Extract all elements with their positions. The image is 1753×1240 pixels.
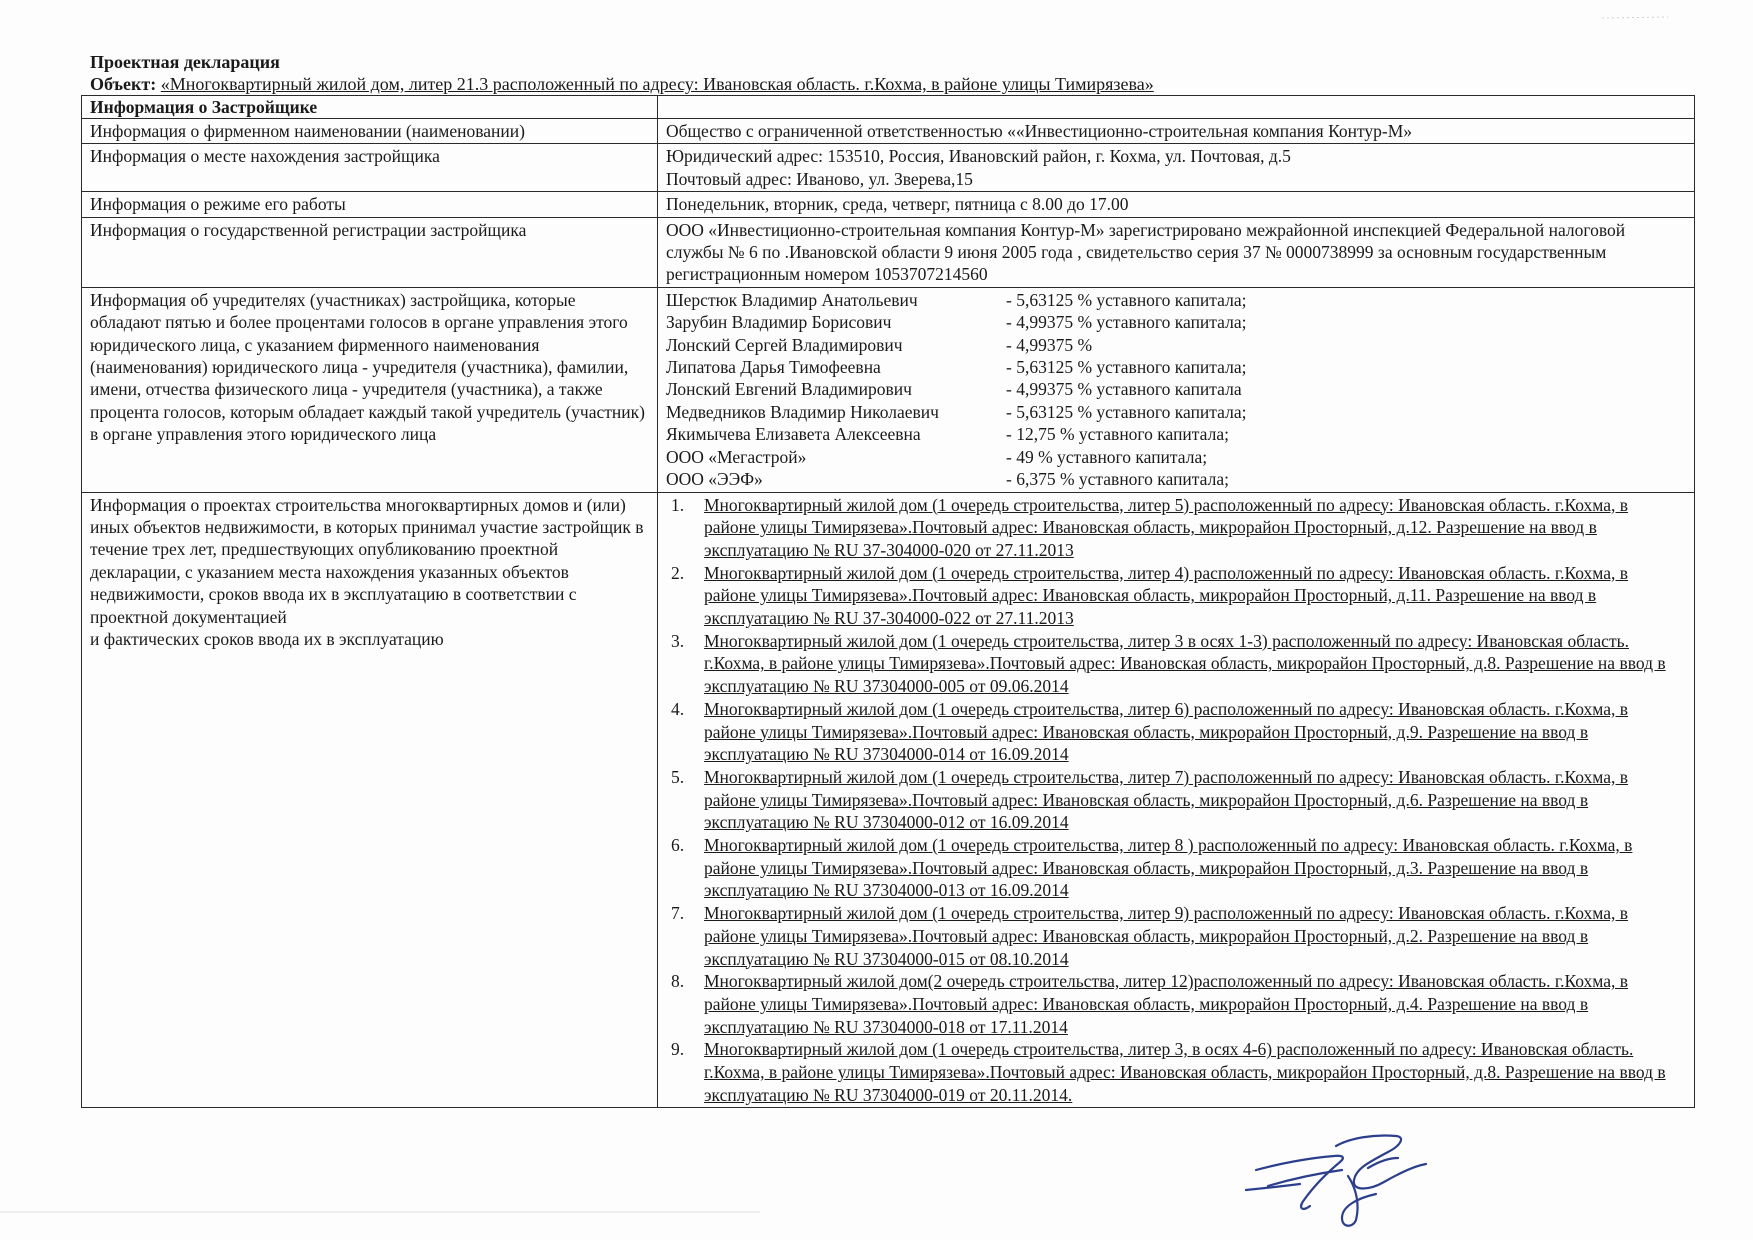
projects-label-tail: и фактических сроков ввода их в эксплуатацию bbox=[90, 628, 444, 649]
list-item bbox=[671, 970, 1686, 1038]
row-label-working-hours: Информация о режиме его работы bbox=[82, 192, 658, 217]
project-number: 8. bbox=[671, 971, 685, 992]
founder-name: ООО «Мегастрой» bbox=[666, 446, 807, 467]
table-row bbox=[82, 119, 1695, 144]
founder-share: - 12,75 % уставного капитала; bbox=[1006, 424, 1229, 445]
document-title: Проектная декларация bbox=[90, 52, 280, 72]
table-row bbox=[82, 192, 1695, 217]
founder-name: ООО «ЭЭФ» bbox=[666, 469, 763, 490]
founder-item bbox=[666, 356, 1686, 378]
row-label-registration: Информация о государственной регистрации застройщика bbox=[82, 217, 658, 287]
row-label-projects bbox=[82, 492, 658, 1108]
legal-address: Юридический адрес: 153510, Россия, Ивановский район, г. Кохма, ул. Почтовая, д.5 bbox=[666, 146, 1291, 167]
declaration-table bbox=[81, 95, 1695, 1108]
founder-share: - 49 % уставного капитала; bbox=[1006, 446, 1208, 467]
object-label: Объект: bbox=[90, 74, 157, 94]
founder-item bbox=[666, 378, 1686, 400]
founder-share: - 5,63125 % уставного капитала; bbox=[1006, 289, 1247, 310]
project-number: 4. bbox=[671, 698, 685, 719]
project-text: Многоквартирный жилой дом (1 очередь строительства, литер 9) расположенный по адресу: Ивановская область. г.Кохма, в районе улицы Тимирязева».Почтовый адрес: Ивановская область, микрорайон Просторный, д.2. Разрешение на ввод в эксплуатацию № RU 37304000-015 от 08.10.2014 bbox=[704, 903, 1629, 969]
list-item bbox=[671, 902, 1686, 970]
list-item bbox=[671, 630, 1686, 698]
table-row bbox=[82, 492, 1695, 1108]
project-text: Многоквартирный жилой дом(2 очередь строительства, литер 12)расположенный по адресу: Ивановская область. г.Кохма, в районе улицы Тимирязева».Почтовый адрес: Ивановская область, микрорайон Просторный, д.4. Разрешение на ввод в эксплуатацию № RU 37304000-018 от 17.11.2014 bbox=[704, 971, 1629, 1037]
founder-share: - 5,63125 % уставного капитала; bbox=[1006, 357, 1247, 378]
signature-icon bbox=[1238, 1128, 1438, 1238]
founder-name: Липатова Дарья Тимофеевна bbox=[666, 357, 881, 378]
founders-list bbox=[658, 287, 1695, 492]
row-value-registration: ООО «Инвестиционно-строительная компания Контур-М» зарегистрировано межрайонной инспекцией Федеральной налоговой службы № 6 по .Ивановской области 9 июня 2005 года , свидетельство серия 37 № 0000738999 за основным государственным регистрационным номером 1053707214560 bbox=[658, 217, 1695, 287]
founder-item bbox=[666, 468, 1686, 490]
founder-item bbox=[666, 289, 1686, 311]
list-item bbox=[671, 766, 1686, 834]
project-text: Многоквартирный жилой дом (1 очередь строительства, литер 8 ) расположенный по адресу: Ивановская область. г.Кохма, в районе улицы Тимирязева».Почтовый адрес: Ивановская область, микрорайон Просторный, д.3. Разрешение на ввод в эксплуатацию № RU 37304000-013 от 16.09.2014 bbox=[704, 835, 1633, 901]
project-number: 5. bbox=[671, 766, 685, 787]
project-number: 1. bbox=[671, 494, 685, 515]
founder-name: Якимычева Елизавета Алексеевна bbox=[666, 424, 921, 445]
founder-item bbox=[666, 446, 1686, 468]
row-value-location bbox=[658, 144, 1695, 192]
founder-item bbox=[666, 311, 1686, 333]
row-label-location: Информация о месте нахождения застройщика bbox=[82, 144, 658, 192]
founder-name: Зарубин Владимир Борисович bbox=[666, 312, 892, 333]
founder-share: - 4,99375 % bbox=[1006, 334, 1093, 355]
scan-mark-icon bbox=[1600, 14, 1670, 22]
project-number: 6. bbox=[671, 835, 685, 856]
founder-share: - 6,375 % уставного капитала; bbox=[1006, 469, 1229, 490]
project-text: Многоквартирный жилой дом (1 очередь строительства, литер 6) расположенный по адресу: Ивановская область. г.Кохма, в районе улицы Тимирязева».Почтовый адрес: Ивановская область, микрорайон Просторный, д.9. Разрешение на ввод в эксплуатацию № RU 37304000-014 от 16.09.2014 bbox=[704, 698, 1629, 765]
projects-cell bbox=[658, 492, 1695, 1108]
project-number: 9. bbox=[671, 1039, 685, 1060]
project-number: 3. bbox=[671, 630, 685, 651]
founder-item bbox=[666, 401, 1686, 423]
founder-name: Лонский Евгений Владимирович bbox=[666, 379, 912, 400]
list-item bbox=[671, 562, 1686, 630]
project-number: 7. bbox=[671, 903, 685, 924]
list-item bbox=[671, 494, 1686, 562]
row-value-working-hours: Понедельник, вторник, среда, четверг, пятница с 8.00 до 17.00 bbox=[658, 192, 1695, 217]
founder-item bbox=[666, 334, 1686, 356]
list-item bbox=[671, 834, 1686, 902]
project-text: Многоквартирный жилой дом (1 очередь строительства, литер 7) расположенный по адресу: Ивановская область. г.Кохма, в районе улицы Тимирязева».Почтовый адрес: Ивановская область, микрорайон Просторный, д.6. Разрешение на ввод в эксплуатацию № RU 37304000-012 от 16.09.2014 bbox=[704, 766, 1629, 833]
project-text: Многоквартирный жилой дом (1 очередь строительства, литер 5) расположенный по адресу: Ивановская область. г.Кохма, в районе улицы Тимирязева».Почтовый адрес: Ивановская область, микрорайон Просторный, д.12. Разрешение на ввод в эксплуатацию № RU 37-304000-020 от 27.11.2013 bbox=[704, 494, 1629, 560]
section-header: Информация о Застройщике bbox=[82, 96, 658, 119]
founder-share: - 4,99375 % уставного капитала; bbox=[1006, 312, 1247, 333]
founder-item bbox=[666, 423, 1686, 445]
founder-name: Медведников Владимир Николаевич bbox=[666, 401, 939, 422]
row-label-founders: Информация об учредителях (участниках) застройщика, которые обладают пятью и более процентами голосов в органе управления этого юридического лица, с указанием фирменного наименования (наименования) юридического лица - учредителя (участника), фамилии, имени, отчества физического лица - учредителя (участника), а также процента голосов, которым обладает каждый такой учредитель (участник) в органе управления этого юридического лица bbox=[82, 287, 658, 492]
project-text: Многоквартирный жилой дом (1 очередь строительства, литер 4) расположенный по адресу: Ивановская область. г.Кохма, в районе улицы Тимирязева».Почтовый адрес: Ивановская область, микрорайон Просторный, д.11. Разрешение на ввод в эксплуатацию № RU 37-304000-022 от 27.11.2013 bbox=[704, 562, 1629, 629]
project-number: 2. bbox=[671, 562, 685, 583]
founder-name: Лонский Сергей Владимирович bbox=[666, 334, 903, 355]
table-row bbox=[82, 144, 1695, 192]
row-label-company-name: Информация о фирменном наименовании (наименовании) bbox=[82, 119, 658, 144]
list-item bbox=[671, 1038, 1686, 1106]
section-header-empty-cell bbox=[658, 96, 1695, 119]
row-value-company-name: Общество с ограниченной ответственностью ««Инвестиционно-строительная компания Контур-М» bbox=[658, 119, 1695, 144]
founder-name: Шерстюк Владимир Анатольевич bbox=[666, 289, 918, 310]
object-value: «Многоквартирный жилой дом, литер 21.3 расположенный по адресу: Ивановская область. г.Кохма, в районе улицы Тимирязева» bbox=[160, 74, 1154, 94]
projects-list bbox=[666, 494, 1686, 1107]
founder-share: - 4,99375 % уставного капитала bbox=[1006, 379, 1242, 400]
list-item bbox=[671, 698, 1686, 766]
table-row bbox=[82, 217, 1695, 287]
page-edge-line-icon bbox=[0, 1210, 760, 1214]
projects-label-main: Информация о проектах строительства многоквартирных домов и (или) иных объектов недвижимости, в которых принимал участие застройщик в течение трех лет, предшествующих опубликованию проектной декларации, с указанием места нахождения указанных объектов недвижимости, сроков ввода их в эксплуатацию в соответствии с проектной документацией bbox=[90, 494, 644, 627]
founder-share: - 5,63125 % уставного капитала; bbox=[1006, 401, 1247, 422]
postal-address: Почтовый адрес: Иваново, ул. Зверева,15 bbox=[666, 168, 973, 189]
document-object-line bbox=[90, 74, 1154, 94]
table-row bbox=[82, 96, 1695, 119]
table-row bbox=[82, 287, 1695, 492]
project-text: Многоквартирный жилой дом (1 очередь строительства, литер 3 в осях 1-3) расположенный по адресу: Ивановская область. г.Кохма, в районе улицы Тимирязева».Почтовый адрес: Ивановская область, микрорайон Просторный, д.8. Разрешение на ввод в эксплуатацию № RU 37304000-005 от 09.06.2014 bbox=[704, 630, 1666, 697]
project-text: Многоквартирный жилой дом (1 очередь строительства, литер 3, в осях 4-6) расположенный по адресу: Ивановская область. г.Кохма, в районе улицы Тимирязева».Почтовый адрес: Ивановская область, микрорайон Просторный, д.8. Разрешение на ввод в эксплуатацию № RU 37304000-019 от 20.11.2014. bbox=[704, 1039, 1666, 1105]
